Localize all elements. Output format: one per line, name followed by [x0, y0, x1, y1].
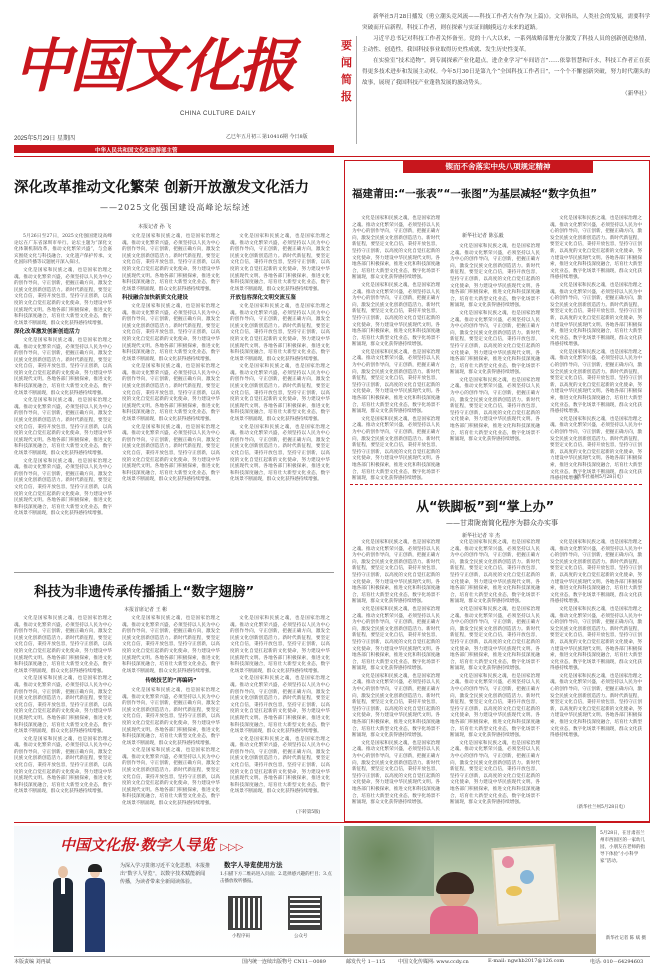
gansu-column-1	[352, 540, 440, 812]
body-text: 文化是国家和民族之魂，也是国家治理之魂。推动文化繁荣兴盛，必须坚持以人民为中心的创作导向，守正创新，把握正确方向，激发全民族文化创新创造活力。新时代新征程，要坚定文化自信，秉持开放包容，坚持守正创新，以高度的文化自觉扛起新的文化使命，努力建设中华民族现代文明。各地各部门积极探索，推进文化和科技深度融合，培育壮大新型文化业态，数字化场景不断涌现，群众文化获得感持续增强。	[550, 349, 642, 415]
tagline: 中华人民共和国文化和旅游部主管	[95, 148, 178, 154]
lead-column-3	[230, 234, 330, 574]
lunar-date: 乙巳年五月初三	[226, 134, 262, 140]
footer-editor: 本版责编 刘再斌	[14, 959, 51, 965]
lead-byline: 本报记者 孙 飞	[138, 224, 172, 230]
body-text: 文化是国家和民族之魂，也是国家治理之魂。推动文化繁荣兴盛，必须坚持以人民为中心的创作导向，守正创新，把握正确方向，激发全民族文化创新创造活力。新时代新征程，要坚定文化自信，秉持开放包容，坚持守正创新，以高度的文化自觉扛起新的文化使命，努力建设中华民族现代文明。各地各部门积极探索，推进文化和科技深度融合，培育壮大新型文化业态，数字化场景不断涌现，群众文化获得感持续增强。	[450, 740, 540, 806]
body-text: 文化是国家和民族之魂，也是国家治理之魂。推动文化繁荣兴盛，必须坚持以人民为中心的创作导向，守正创新，把握正确方向，激发全民族文化创新创造活力。新时代新征程，要坚定文化自信，秉持开放包容，坚持守正创新，以高度的文化自觉扛起新的文化使命，努力建设中华民族现代文明。各地各部门积极探索，推进文化和科技深度融合，培育壮大新型文化业态，数字化场景不断涌现，群众文化获得感持续增强。	[550, 606, 642, 672]
body-text: 文化是国家和民族之魂，也是国家治理之魂。推动文化繁荣兴盛，必须坚持以人民为中心的创作导向，守正创新，把握正确方向，激发全民族文化创新创造活力。新时代新征程，要坚定文化自信，秉持开放包容，坚持守正创新，以高度的文化自觉扛起新的文化使命，努力建设中华民族现代文明。各地各部门积极探索，推进文化和科技深度融合，培育壮大新型文化业态，数字化场景不断涌现，群众文化获得感持续增强。	[352, 740, 440, 806]
gansu-column-2	[450, 540, 540, 812]
body-text: 文化是国家和民族之魂，也是国家治理之魂。推动文化繁荣兴盛，必须坚持以人民为中心的创作导向，守正创新，把握正确方向，激发全民族文化创新创造活力。新时代新征程，要坚定文化自信，秉持开放包容，坚持守正创新，以高度的文化自觉扛起新的文化使命，努力建设中华民族现代文明。各地各部门积极探索，推进文化和科技深度融合，培育壮大新型文化业态，数字化场景不断涌现，群众文化获得感持续增强。	[230, 424, 330, 483]
body-text: 文化是国家和民族之魂，也是国家治理之魂。推动文化繁荣兴盛，必须坚持以人民为中心的创作导向，守正创新，把握正确方向，激发全民族文化创新创造活力。新时代新征程，要坚定文化自信，秉持开放包容，坚持守正创新，以高度的文化自觉扛起新的文化使命，努力建设中华民族现代文明。各地各部门积极探索，推进文化和科技深度融合，培育壮大新型文化业态，数字化场景不断涌现，群众文化获得感持续增强。	[450, 540, 540, 605]
putian-column-2	[450, 244, 540, 480]
body-text: 文化是国家和民族之魂，也是国家治理之魂。推动文化繁荣兴盛，必须坚持以人民为中心的创作导向，守正创新，把握正确方向，激发全民族文化创新创造活力。新时代新征程，要坚定文化自信，秉持开放包容，坚持守正创新，以高度的文化自觉扛起新的文化使命，努力建设中华民族现代文明。各地各部门积极探索，推进文化和科技深度融合，培育壮大新型文化业态，数字化场景不断涌现，群众文化获得感持续增强。	[14, 676, 112, 735]
footer-website[interactable]: 中国文化传媒网: www.ccdy.cn	[398, 959, 469, 965]
body-text: 文化是国家和民族之魂，也是国家治理之魂。推动文化繁荣兴盛，必须坚持以人民为中心的创作导向，守正创新，把握正确方向，激发全民族文化创新创造活力。新时代新征程，要坚定文化自信，秉持开放包容，坚持守正创新，以高度的文化自觉扛起新的文化使命，努力建设中华民族现代文明。各地各部门积极探索，推进文化和科技深度融合，培育壮大新型文化业态，数字化场景不断涌现，群众文化获得感持续增强。	[352, 416, 440, 482]
gansu-column-3	[550, 540, 642, 802]
photo-caption: 5月28日，在甘肃省兰州市西固区的一家幼儿园，小朋友在老师的指导下体验“小小科学家”活动。	[600, 831, 645, 864]
gansu-credit: （新华社兰州5月28日电）	[574, 805, 628, 810]
putian-column-1	[352, 216, 440, 480]
qr1-label: 小程序码	[232, 934, 250, 939]
gansu-byline: 新华社记者 宰 杰	[462, 533, 501, 539]
body-text: 文化是国家和民族之魂，也是国家治理之魂。推动文化繁荣兴盛，必须坚持以人民为中心的创作导向，守正创新，把握正确方向，激发全民族文化创新创造活力。新时代新征程，要坚定文化自信，秉持开放包容，坚持守正创新，以高度的文化自觉扛起新的文化使命，努力建设中华民族现代文明。各地各部门积极探索，推进文化和科技深度融合，培育壮大新型文化业态，数字化场景不断涌现，群众文化获得感持续增强。	[550, 416, 642, 482]
body-text: 文化是国家和民族之魂，也是国家治理之魂。推动文化繁荣兴盛，必须坚持以人民为中心的创作导向，守正创新，把握正确方向，激发全民族文化创新创造活力。新时代新征程，要坚定文化自信，秉持开放包容，坚持守正创新，以高度的文化自觉扛起新的文化使命，努力建设中华民族现代文明。各地各部门积极探索，推进文化和科技深度融合，培育壮大新型文化业态，数字化场景不断涌现，群众文化获得感持续增强。	[14, 337, 112, 396]
brief-paragraph: 在实验室“技术造物”，到专属探索产业化超点，进企业学习“车间语言”……依靠智慧和汗水，科技工作者正在获得更多技术进步和发展主动权。今年5月30日是第九个“全国科技工作者日”，一个个不懈创新突破，努力时代潮头的故事，展现了我国科技产业蓬勃发展的旅动势头。	[362, 58, 650, 86]
body-text: 文化是国家和民族之魂，也是国家治理之魂。推动文化繁荣兴盛，必须坚持以人民为中心的创作导向，守正创新，把握正确方向，激发全民族文化创新创造活力。新时代新征程，要坚定文化自信，秉持开放包容，坚持守正创新，以高度的文化自觉扛起新的文化使命，努力建设中华民族现代文明。各地各部门积极探索，推进文化和科技深度融合，培育壮大新型文化业态，数字化场景不断涌现，群众文化获得感持续增强。	[352, 349, 440, 415]
gansu-subtitle: ——甘肃陇南简化程序为群众办实事	[446, 519, 558, 527]
footer-email[interactable]: E-mail: ngwhb2017@126.com	[488, 958, 565, 964]
putian-credit: （新华社福州5月28日电）	[572, 475, 626, 480]
lead-dateline: 5月26日至27日，2025文化强国建设高峰论坛在广东省深圳市举行。论坛主题为“深化文化体制机制改革，推动文化繁荣兴盛”，与会嘉宾围绕文化与科技融合、文化遗产保护传承、文化国际传播等议题展开深入探讨。	[14, 234, 112, 266]
body-text: 文化是国家和民族之魂，也是国家治理之魂。推动文化繁荣兴盛，必须坚持以人民为中心的创作导向，守正创新，把握正确方向，激发全民族文化创新创造活力。新时代新征程，要坚定文化自信，秉持开放包容，坚持守正创新，以高度的文化自觉扛起新的文化使命，努力建设中华民族现代文明。各地各部门积极探索，推进文化和科技深度融合，培育壮大新型文化业态，数字化场景不断涌现，群众文化获得感持续增强。	[14, 267, 112, 326]
body-text: 文化是国家和民族之魂，也是国家治理之魂。推动文化繁荣兴盛，必须坚持以人民为中心的创作导向，守正创新，把握正确方向，激发全民族文化创新创造活力。新时代新征程，要坚定文化自信，秉持开放包容，坚持守正创新，以高度的文化自觉扛起新的文化使命，努力建设中华民族现代文明。各地各部门积极探索，推进文化和科技深度融合，培育壮大新型文化业态，数字化场景不断涌现，群众文化获得感持续增强。	[450, 310, 540, 376]
qr2-label: 公众号	[294, 934, 308, 939]
body-text: 文化是国家和民族之魂，也是国家治理之魂。推动文化繁荣兴盛，必须坚持以人民为中心的创作导向，守正创新，把握正确方向，激发全民族文化创新创造活力。新时代新征程，要坚定文化自信，秉持开放包容，坚持守正创新，以高度的文化自觉扛起新的文化使命，努力建设中华民族现代文明。各地各部门积极探索，推进文化和科技深度融合，培育壮大新型文化业态，数字化场景不断涌现，群众文化获得感持续增强。	[14, 458, 112, 517]
tech-title: 科技为非遗传承传播插上“数字翅膀”	[34, 584, 255, 600]
lead-section-heading: 深化改革激发创新创造活力	[14, 329, 81, 336]
news-photo	[344, 826, 596, 954]
body-text: 文化是国家和民族之魂，也是国家治理之魂。推动文化繁荣兴盛，必须坚持以人民为中心的创作导向，守正创新，把握正确方向，激发全民族文化创新创造活力。新时代新征程，要坚定文化自信，秉持开放包容，坚持守正创新，以高度的文化自觉扛起新的文化使命，努力建设中华民族现代文明。各地各部门积极探索，推进文化和科技深度融合，培育壮大新型文化业态，数字化场景不断涌现，群众文化获得感持续增强。	[122, 303, 220, 362]
body-text: 文化是国家和民族之魂，也是国家治理之魂。推动文化繁荣兴盛，必须坚持以人民为中心的创作导向，守正创新，把握正确方向，激发全民族文化创新创造活力。新时代新征程，要坚定文化自信，秉持开放包容，坚持守正创新，以高度的文化自觉扛起新的文化使命，努力建设中华民族现代文明。各地各部门积极探索，推进文化和科技深度融合，培育壮大新型文化业态，数字化场景不断涌现，群众文化获得感持续增强。	[14, 736, 112, 795]
body-text: 文化是国家和民族之魂，也是国家治理之魂。推动文化繁荣兴盛，必须坚持以人民为中心的创作导向，守正创新，把握正确方向，激发全民族文化创新创造活力。新时代新征程，要坚定文化自信，秉持开放包容，坚持守正创新，以高度的文化自觉扛起新的文化使命，努力建设中华民族现代文明。各地各部门积极探索，推进文化和科技深度融合，培育壮大新型文化业态，数字化场景不断涌现，群众文化获得感持续增强。	[550, 216, 642, 281]
briefs-box	[362, 12, 650, 146]
body-text: 文化是国家和民族之魂，也是国家治理之魂。推动文化繁荣兴盛，必须坚持以人民为中心的创作导向，守正创新，把握正确方向，激发全民族文化创新创造活力。新时代新征程，要坚定文化自信，秉持开放包容，坚持守正创新，以高度的文化自觉扛起新的文化使命，努力建设中华民族现代文明。各地各部门积极探索，推进文化和科技深度融合，培育壮大新型文化业态，数字化场景不断涌现，群众文化获得感持续增强。	[450, 377, 540, 443]
footer-phone: 电话: 010－64294603	[590, 959, 644, 965]
logo-text: 中国文化报	[14, 32, 295, 100]
body-text: 文化是国家和民族之魂，也是国家治理之魂。推动文化繁荣兴盛，必须坚持以人民为中心的创作导向，守正创新，把握正确方向，激发全民族文化创新创造活力。新时代新征程，要坚定文化自信，秉持开放包容，坚持守正创新，以高度的文化自觉扛起新的文化使命，努力建设中华民族现代文明。各地各部门积极探索，推进文化和科技深度融合，培育壮大新型文化业态，数字化场景不断涌现，群众文化获得感持续增强。	[352, 673, 440, 739]
tech-column-2	[122, 616, 220, 816]
tech-column-3	[230, 616, 330, 808]
putian-byline: 新华社记者 陈弘毅	[462, 233, 504, 239]
body-text: 文化是国家和民族之魂，也是国家治理之魂。推动文化繁荣兴盛，必须坚持以人民为中心的创作导向，守正创新，把握正确方向，激发全民族文化创新创造活力。新时代新征程，要坚定文化自信，秉持开放包容，坚持守正创新，以高度的文化自觉扛起新的文化使命，努力建设中华民族现代文明。各地各部门积极探索，推进文化和科技深度融合，培育壮大新型文化业态，数字化场景不断涌现，群众文化获得感持续增强。	[122, 364, 220, 423]
lead-subtitle: ——2025文化强国建设高峰论坛综述	[100, 203, 251, 212]
ad-title	[60, 834, 243, 855]
body-text: 文化是国家和民族之魂，也是国家治理之魂。推动文化繁荣兴盛，必须坚持以人民为中心的创作导向，守正创新，把握正确方向，激发全民族文化创新创造活力。新时代新征程，要坚定文化自信，秉持开放包容，坚持守正创新，以高度的文化自觉扛起新的文化使命，努力建设中华民族现代文明。各地各部门积极探索，推进文化和科技深度融合，培育壮大新型文化业态，数字化场景不断涌现，群众文化获得感持续增强。	[14, 398, 112, 456]
body-text: 文化是国家和民族之魂，也是国家治理之魂。推动文化繁荣兴盛，必须坚持以人民为中心的创作导向，守正创新，把握正确方向，激发全民族文化创新创造活力。新时代新征程，要坚定文化自信，秉持开放包容，坚持守正创新，以高度的文化自觉扛起新的文化使命，努力建设中华民族现代文明。各地各部门积极探索，推进文化和科技深度融合，培育壮大新型文化业态，数字化场景不断涌现，群众文化获得感持续增强。	[122, 424, 220, 483]
body-text: 文化是国家和民族之魂，也是国家治理之魂。推动文化繁荣兴盛，必须坚持以人民为中心的创作导向，守正创新，把握正确方向，激发全民族文化创新创造活力。新时代新征程，要坚定文化自信，秉持开放包容，坚持守正创新，以高度的文化自觉扛起新的文化使命，努力建设中华民族现代文明。各地各部门积极探索，推进文化和科技深度融合，培育壮大新型文化业态，数字化场景不断涌现，群众文化获得感持续增强。	[352, 606, 440, 672]
body-text: 文化是国家和民族之魂，也是国家治理之魂。推动文化繁荣兴盛，必须坚持以人民为中心的创作导向，守正创新，把握正确方向，激发全民族文化创新创造活力。新时代新征程，要坚定文化自信，秉持开放包容，坚持守正创新，以高度的文化自觉扛起新的文化使命，努力建设中华民族现代文明。各地各部门积极探索，推进文化和科技深度融合，培育壮大新型文化业态，数字化场景不断涌现，群众文化获得感持续增强。	[230, 676, 330, 735]
ad-howto-title: 数字人导览使用方法	[224, 861, 283, 869]
arrow-icon: ▷▷▷	[220, 842, 244, 853]
ad-title-text: 中国文化报·数字人导览	[60, 836, 216, 854]
qr-code-miniprogram[interactable]	[228, 896, 262, 930]
footer-cn: 国内统一连续出版物号 CN11－0089	[242, 959, 326, 965]
body-text: 文化是国家和民族之魂，也是国家治理之魂。推动文化繁荣兴盛，必须坚持以人民为中心的创作导向，守正创新，把握正确方向，激发全民族文化创新创造活力。新时代新征程，要坚定文化自信，秉持开放包容，坚持守正创新，以高度的文化自觉扛起新的文化使命，努力建设中华民族现代文明。各地各部门积极探索，推进文化和科技深度融合，培育壮大新型文化业态，数字化场景不断涌现，群众文化获得感持续增强。	[122, 234, 220, 292]
body-text: 文化是国家和民族之魂，也是国家治理之魂。推动文化繁荣兴盛，必须坚持以人民为中心的创作导向，守正创新，把握正确方向，激发全民族文化创新创造活力。新时代新征程，要坚定文化自信，秉持开放包容，坚持守正创新，以高度的文化自觉扛起新的文化使命，努力建设中华民族现代文明。各地各部门积极探索，推进文化和科技深度融合，培育壮大新型文化业态，数字化场景不断涌现，群众文化获得感持续增强。	[122, 748, 220, 807]
tech-column-1	[14, 616, 112, 816]
putian-title: 福建莆田:“一张表”“一张图”为基层减轻“数字负担”	[352, 188, 598, 200]
logo-english: CHINA CULTURE DAILY	[180, 111, 256, 117]
lead-section-heading: 科技融合加快新质文化建设	[122, 295, 189, 302]
issue-number: 第10416期 今日8版	[262, 134, 308, 140]
tech-byline: 本报首席记者 王 彬	[124, 607, 168, 613]
issue-date: 2025年5月29日 星期四	[14, 136, 76, 142]
body-text: 文化是国家和民族之魂，也是国家治理之魂。推动文化繁荣兴盛，必须坚持以人民为中心的创作导向，守正创新，把握正确方向，激发全民族文化创新创造活力。新时代新征程，要坚定文化自信，秉持开放包容，坚持守正创新，以高度的文化自觉扛起新的文化使命，努力建设中华民族现代文明。各地各部门积极探索，推进文化和科技深度融合，培育壮大新型文化业态，数字化场景不断涌现，群众文化获得感持续增强。	[450, 606, 540, 672]
briefs-side-title: 要闻简报	[341, 40, 352, 103]
digital-human-male	[50, 862, 76, 952]
body-text: 文化是国家和民族之魂，也是国家治理之魂。推动文化繁荣兴盛，必须坚持以人民为中心的创作导向，守正创新，把握正确方向，激发全民族文化创新创造活力。新时代新征程，要坚定文化自信，秉持开放包容，坚持守正创新，以高度的文化自觉扛起新的文化使命，努力建设中华民族现代文明。各地各部门积极探索，推进文化和科技深度融合，培育壮大新型文化业态，数字化场景不断涌现，群众文化获得感持续增强。	[122, 616, 220, 674]
footer-postal: 邮发代号 1－115	[346, 959, 386, 965]
lead-column-2	[122, 234, 220, 574]
body-text: 文化是国家和民族之魂，也是国家治理之魂。推动文化繁荣兴盛，必须坚持以人民为中心的创作导向，守正创新，把握正确方向，激发全民族文化创新创造活力。新时代新征程，要坚定文化自信，秉持开放包容，坚持守正创新，以高度的文化自觉扛起新的文化使命，努力建设中华民族现代文明。各地各部门积极探索，推进文化和科技深度融合，培育壮大新型文化业态，数字化场景不断涌现，群众文化获得感持续增强。	[450, 673, 540, 739]
body-text: 文化是国家和民族之魂，也是国家治理之魂。推动文化繁荣兴盛，必须坚持以人民为中心的创作导向，守正创新，把握正确方向，激发全民族文化创新创造活力。新时代新征程，要坚定文化自信，秉持开放包容，坚持守正创新，以高度的文化自觉扛起新的文化使命，努力建设中华民族现代文明。各地各部门积极探索，推进文化和科技深度融合，培育壮大新型文化业态，数字化场景不断涌现，群众文化获得感持续增强。	[230, 364, 330, 423]
qr-code-account[interactable]	[288, 896, 322, 930]
ad-body: 为深入学习贯彻习近平文化思想，本报推出“数字人导览”，以数字技术赋能新闻传播，为读者带来全新阅读体验。	[120, 863, 211, 885]
brief-source: （新华社）	[622, 91, 650, 97]
body-text: 文化是国家和民族之魂，也是国家治理之魂。推动文化繁荣兴盛，必须坚持以人民为中心的创作导向，守正创新，把握正确方向，激发全民族文化创新创造活力。新时代新征程，要坚定文化自信，秉持开放包容，坚持守正创新，以高度的文化自觉扛起新的文化使命，努力建设中华民族现代文明。各地各部门积极探索，推进文化和科技深度融合，培育壮大新型文化业态，数字化场景不断涌现，群众文化获得感持续增强。	[230, 736, 330, 795]
body-text: 文化是国家和民族之魂，也是国家治理之魂。推动文化繁荣兴盛，必须坚持以人民为中心的创作导向，守正创新，把握正确方向，激发全民族文化创新创造活力。新时代新征程，要坚定文化自信，秉持开放包容，坚持守正创新，以高度的文化自觉扛起新的文化使命，努力建设中华民族现代文明。各地各部门积极探索，推进文化和科技深度融合，培育壮大新型文化业态，数字化场景不断涌现，群众文化获得感持续增强。	[352, 540, 440, 605]
body-text: 文化是国家和民族之魂，也是国家治理之魂。推动文化繁荣兴盛，必须坚持以人民为中心的创作导向，守正创新，把握正确方向，激发全民族文化创新创造活力。新时代新征程，要坚定文化自信，秉持开放包容，坚持守正创新，以高度的文化自觉扛起新的文化使命，努力建设中华民族现代文明。各地各部门积极探索，推进文化和科技深度融合，培育壮大新型文化业态，数字化场景不断涌现，群众文化获得感持续增强。	[230, 234, 330, 292]
body-text: 文化是国家和民族之魂，也是国家治理之魂。推动文化繁荣兴盛，必须坚持以人民为中心的创作导向，守正创新，把握正确方向，激发全民族文化创新创造活力。新时代新征程，要坚定文化自信，秉持开放包容，坚持守正创新，以高度的文化自觉扛起新的文化使命，努力建设中华民族现代文明。各地各部门积极探索，推进文化和科技深度融合，培育壮大新型文化业态，数字化场景不断涌现，群众文化获得感持续增强。	[450, 244, 540, 309]
body-text: 文化是国家和民族之魂，也是国家治理之魂。推动文化繁荣兴盛，必须坚持以人民为中心的创作导向，守正创新，把握正确方向，激发全民族文化创新创造活力。新时代新征程，要坚定文化自信，秉持开放包容，坚持守正创新，以高度的文化自觉扛起新的文化使命，努力建设中华民族现代文明。各地各部门积极探索，推进文化和科技深度融合，培育壮大新型文化业态，数字化场景不断涌现，群众文化获得感持续增强。	[122, 687, 220, 746]
photo-credit: 新华社记者 陈 斌 摄	[605, 936, 646, 941]
body-text: 文化是国家和民族之魂，也是国家治理之魂。推动文化繁荣兴盛，必须坚持以人民为中心的创作导向，守正创新，把握正确方向，激发全民族文化创新创造活力。新时代新征程，要坚定文化自信，秉持开放包容，坚持守正创新，以高度的文化自觉扛起新的文化使命，努力建设中华民族现代文明。各地各部门积极探索，推进文化和科技深度融合，培育壮大新型文化业态，数字化场景不断涌现，群众文化获得感持续增强。	[352, 282, 440, 348]
gansu-title: 从“铁脚板”到“掌上办”	[416, 500, 555, 515]
lead-title: 深化改革推动文化繁荣 创新开放激发文化活力	[14, 180, 310, 196]
body-text: 文化是国家和民族之魂，也是国家治理之魂。推动文化繁荣兴盛，必须坚持以人民为中心的创作导向，守正创新，把握正确方向，激发全民族文化创新创造活力。新时代新征程，要坚定文化自信，秉持开放包容，坚持守正创新，以高度的文化自觉扛起新的文化使命，努力建设中华民族现代文明。各地各部门积极探索，推进文化和科技深度融合，培育壮大新型文化业态，数字化场景不断涌现，群众文化获得感持续增强。	[14, 616, 112, 674]
body-text: 文化是国家和民族之魂，也是国家治理之魂。推动文化繁荣兴盛，必须坚持以人民为中心的创作导向，守正创新，把握正确方向，激发全民族文化创新创造活力。新时代新征程，要坚定文化自信，秉持开放包容，坚持守正创新，以高度的文化自觉扛起新的文化使命，努力建设中华民族现代文明。各地各部门积极探索，推进文化和科技深度融合，培育壮大新型文化业态，数字化场景不断涌现，群众文化获得感持续增强。	[550, 673, 642, 739]
body-text: 文化是国家和民族之魂，也是国家治理之魂。推动文化繁荣兴盛，必须坚持以人民为中心的创作导向，守正创新，把握正确方向，激发全民族文化创新创造活力。新时代新征程，要坚定文化自信，秉持开放包容，坚持守正创新，以高度的文化自觉扛起新的文化使命，努力建设中华民族现代文明。各地各部门积极探索，推进文化和科技深度融合，培育壮大新型文化业态，数字化场景不断涌现，群众文化获得感持续增强。	[550, 540, 642, 605]
lead-section-heading: 开放包容深化文明交流互鉴	[230, 295, 297, 302]
masthead-logo	[14, 30, 314, 110]
body-text: 文化是国家和民族之魂，也是国家治理之魂。推动文化繁荣兴盛，必须坚持以人民为中心的创作导向，守正创新，把握正确方向，激发全民族文化创新创造活力。新时代新征程，要坚定文化自信，秉持开放包容，坚持守正创新，以高度的文化自觉扛起新的文化使命，努力建设中华民族现代文明。各地各部门积极探索，推进文化和科技深度融合，培育壮大新型文化业态，数字化场景不断涌现，群众文化获得感持续增强。	[230, 616, 330, 674]
brief-paragraph: 新华社5月28日播发《勇立潮头竞风流——科技工作者大有作为(上篇)》。文章指出，人类社会的发展，需要科学突破而开启新程。科技工作者，则在探索与实证间触摸远方未来的道路。	[362, 14, 650, 31]
banner: 锲而不舍落实中央八项规定精神	[403, 161, 593, 173]
tech-section-heading: 传统技艺的“再编码”	[145, 678, 197, 685]
body-text: 文化是国家和民族之魂，也是国家治理之魂。推动文化繁荣兴盛，必须坚持以人民为中心的创作导向，守正创新，把握正确方向，激发全民族文化创新创造活力。新时代新征程，要坚定文化自信，秉持开放包容，坚持守正创新，以高度的文化自觉扛起新的文化使命，努力建设中华民族现代文明。各地各部门积极探索，推进文化和科技深度融合，培育壮大新型文化业态，数字化场景不断涌现，群众文化获得感持续增强。	[550, 282, 642, 348]
body-text: 文化是国家和民族之魂，也是国家治理之魂。推动文化繁荣兴盛，必须坚持以人民为中心的创作导向，守正创新，把握正确方向，激发全民族文化创新创造活力。新时代新征程，要坚定文化自信，秉持开放包容，坚持守正创新，以高度的文化自觉扛起新的文化使命，努力建设中华民族现代文明。各地各部门积极探索，推进文化和科技深度融合，培育壮大新型文化业态，数字化场景不断涌现，群众文化获得感持续增强。	[230, 303, 330, 362]
digital-human-female	[82, 862, 108, 952]
body-text: 文化是国家和民族之魂，也是国家治理之魂。推动文化繁荣兴盛，必须坚持以人民为中心的创作导向，守正创新，把握正确方向，激发全民族文化创新创造活力。新时代新征程，要坚定文化自信，秉持开放包容，坚持守正创新，以高度的文化自觉扛起新的文化使命，努力建设中华民族现代文明。各地各部门积极探索，推进文化和科技深度融合，培育壮大新型文化业态，数字化场景不断涌现，群众文化获得感持续增强。	[352, 216, 440, 281]
lead-column-1	[14, 234, 112, 574]
ad-howto-body: 1.扫描下方二维码进入页面；2.选择感兴趣的栏目；3.点击播放收听播报。	[220, 872, 332, 884]
brief-paragraph: 习近平总书记对科技工作者关怀备至。党的十八大以来，一系列战略部署充分激发了科技人员的创新创造热情，主动性、创造性，我国科技事业取得历史性成就、发生历史性变革。	[362, 36, 650, 53]
tech-note: (下转第5版)	[296, 810, 321, 815]
